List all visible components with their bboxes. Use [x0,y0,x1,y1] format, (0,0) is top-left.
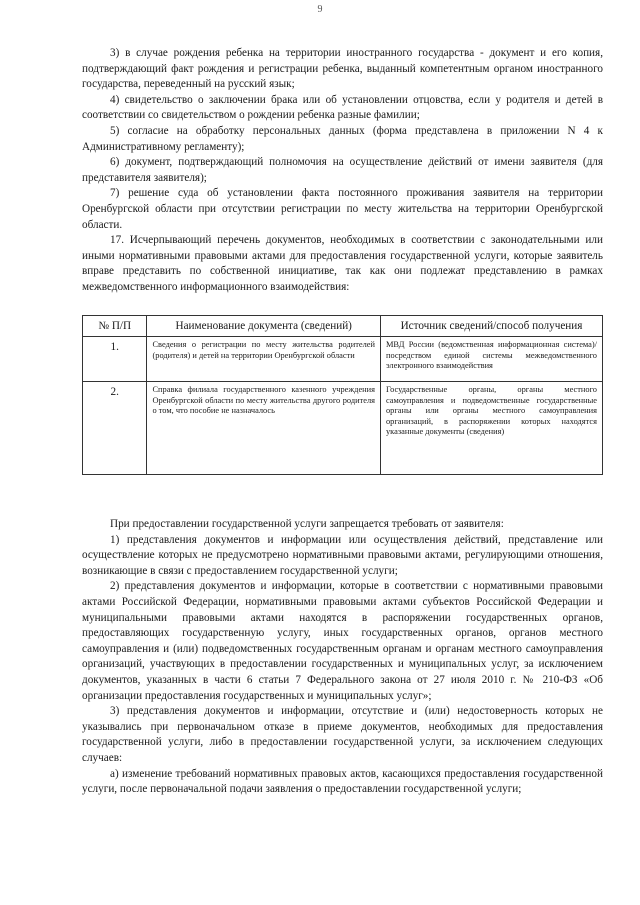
documents-table [82,315,603,475]
row-document-name: Сведения о регистрации по месту жительства родителей (родителя) и детей на территории Оренбургской области [147,337,381,382]
header-document-name: Наименование документа (сведений) [147,316,381,337]
paragraph-item-7: 7) решение суда об установлении факта постоянного проживания заявителя на территории Оренбургской области при отсутствии регистрации по месту жительства на территории Оренбургской области. [82,187,603,231]
row-source: Государственные органы, органы местного самоуправления и подведомственные государственные органы или органы местного самоуправления организаций, в распоряжении которых находятся указанные документы (сведения) [380,382,602,475]
row-document-name: Справка филиала государственного казенного учреждения Оренбургской области по месту жительства другого родителя о том, что пособие не назначалось [147,382,381,475]
paragraph-item-5: 5) согласие на обработку персональных данных (форма представлена в приложении N 4 к Административному регламенту); [82,124,603,153]
paragraph-item-4: 4) свидетельство о заключении брака или об установлении отцовства, если у родителя и детей в соответствии со свидетельством о рождении ребенка разные фамилии; [82,93,603,122]
paragraph-item-6: 6) документ, подтверждающий полномочия на осуществление действий от имени заявителя (для представителя заявителя); [82,156,603,184]
page-number: 9 [317,4,323,15]
paragraph-exception-a: а) изменение требований нормативных правовых актов, касающихся предоставления государственной услуги, после первоначальной подачи заявления о предоставлении государственной услуги; [82,767,603,796]
paragraph-prohibition-3: 3) представления документов и информации, отсутствие и (или) недостоверность которых не указывались при первоначальном отказе в приеме документов, необходимых для предоставления государственной услуги, либо в предоставлении государственной услуги, за исключением следующих случаев: [82,705,603,764]
paragraph-section-17: 17. Исчерпывающий перечень документов, необходимых в соответствии с законодательными или иными нормативными правовыми актами для предоставления государственной услуги, которые заявитель вправе представить по собственной инициативе, так как они подлежат представлению в рамках межведомственного информационного взаимодействия: [82,234,603,293]
table-row [83,382,603,475]
row-number: 2. [83,382,147,475]
header-number: № П/П [83,316,147,337]
bottom-text-block [82,517,603,798]
paragraph-prohibition-intro: При предоставлении государственной услуги запрещается требовать от заявителя: [110,518,504,530]
row-source: МВД России (ведомственная информационная система)/посредством единой системы межведомственного электронного взаимодействия [380,337,602,382]
header-source: Источник сведений/способ получения [380,316,602,337]
row-number: 1. [83,337,147,382]
top-text-block [82,46,603,296]
paragraph-prohibition-1: 1) представления документов и информации или осуществления действий, представление или осуществление которых не предусмотрено нормативными правовыми актами, регулирующими отношения, возникающие в связи с предоставлением государственной услуги; [82,533,603,577]
paragraph-prohibition-2: 2) представления документов и информации, которые в соответствии с нормативными правовыми актами Российской Федерации, нормативными правовыми актами субъектов Российской Федерации и муниципальными правовыми актами находятся в распоряжении государственных органов, предоставляющих государственную услугу, иных государственных органов, органов местного самоуправления и (или) подведомственных государственным органам и органам местного самоуправления организаций, участвующих в предоставлении государственных и муниципальных услуг, за исключением документов, указанных в части 6 статьи 7 Федерального закона от 27 июля 2010 г. № 210-ФЗ «Об организации предоставления государственных и муниципальных услуг»; [82,580,603,702]
table-header-row [83,316,603,337]
paragraph-item-3: 3) в случае рождения ребенка на территории иностранного государства - документ и его копия, подтверждающий факт рождения и регистрации ребенка, выданный компетентным органом иностранного государства, переведенный на русский язык; [82,47,603,91]
table-row [83,337,603,382]
